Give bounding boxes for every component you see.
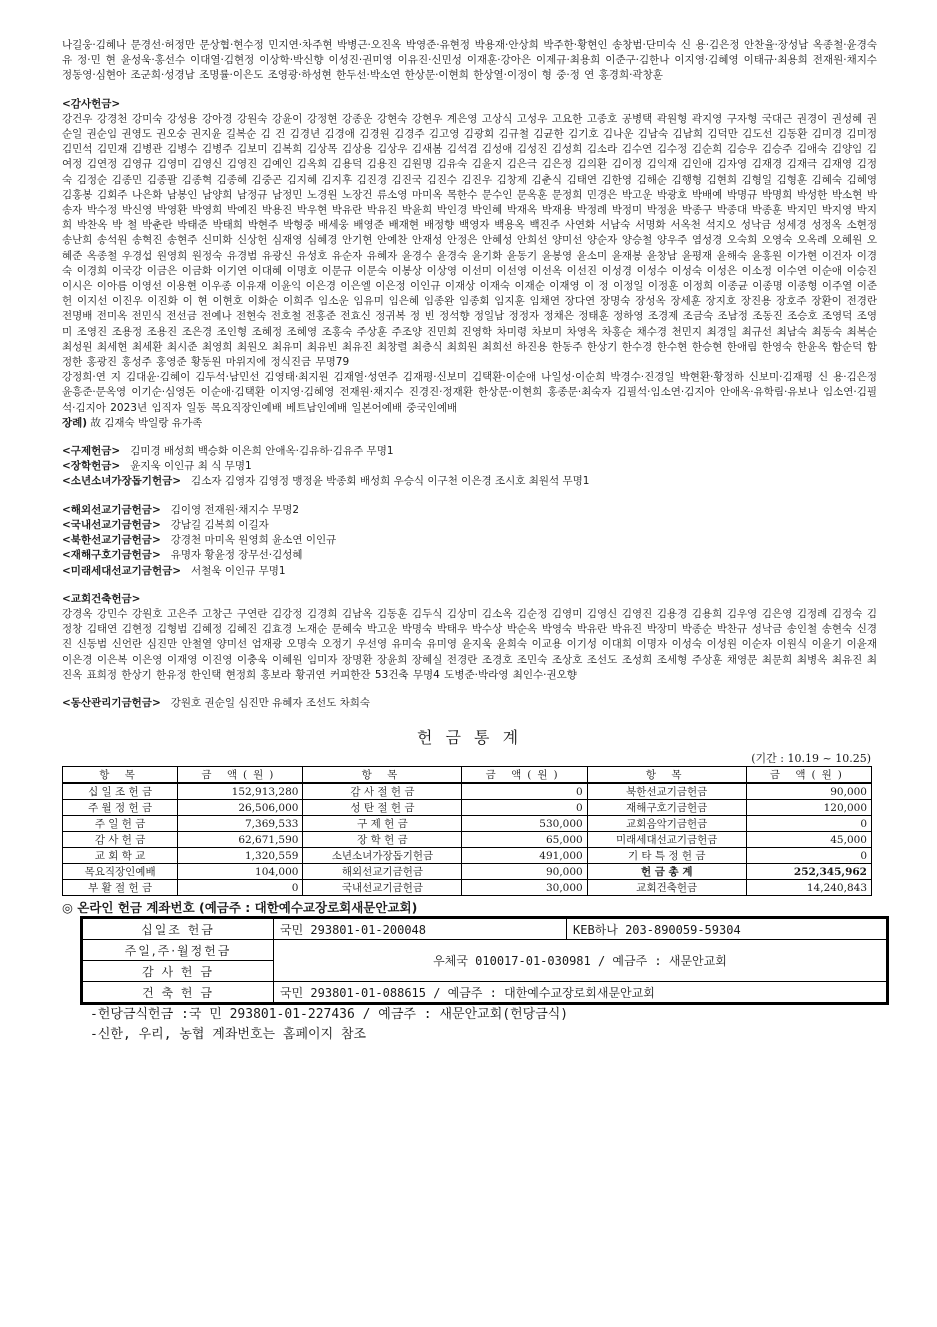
table-cell: 0 [746, 848, 871, 864]
offering-names: 김소자 김영자 김영정 맹정윤 박종회 배성희 우승식 이구천 이은경 조시호 최원석 무명1 [191, 475, 590, 488]
offering-label: <구제헌금> [62, 445, 121, 458]
table-cell: 120,000 [746, 800, 871, 816]
table-cell: 교 회 학 교 [63, 848, 178, 864]
table-cell: 1,320,559 [178, 848, 303, 864]
section-heading: <교회건축헌금> [62, 592, 141, 605]
offering-names: 김미경 배성희 백승화 이은희 안애옥·김유하·김유주 무명1 [130, 445, 394, 458]
offering-names: 강경천 마미옥 원영희 윤소연 이인규 [170, 534, 337, 547]
table-cell: 목요직장인예배 [63, 864, 178, 880]
column-header: 금 액(원) [462, 767, 587, 784]
column-header: 항 목 [63, 767, 178, 784]
offering-label: <소년소녀가장돕기헌금> [62, 475, 182, 488]
misc-offering-group-b [62, 503, 877, 579]
table-cell: 교회음악기금헌금 [587, 816, 746, 832]
table-cell: 국내선교기금헌금 [303, 880, 462, 896]
table-cell: 530,000 [462, 816, 587, 832]
table-cell: 재해구호기금헌금 [587, 800, 746, 816]
account-category: 감 사 헌 금 [83, 961, 274, 982]
table-cell: 0 [746, 816, 871, 832]
building-name-list: 강경옥 강민수 강원호 고은주 고창근 구연란 김강정 김경희 김남옥 김동훈 김두식 김상미 김소옥 김순정 김영미 김영신 김영진 김용경 김용희 김우영 김은영 김정례 김정숙 김정창 김태연 김현정 김형범 김혜정 김혜진 김효경 노재순 문혜숙 박고운 박명숙 박태우 박수상 박순옥 박영숙 박유란 박유진 박장미 박종순 박찬규 성낙금 송인철 송현숙 신경진 신동범 신언란 심진만 안철열 양미선 엄재광 오명숙 오정기 우선영 유미숙 유미영 윤지욱 윤희숙 이교용 이기성 이대희 이명자 이성숙 이성원 이순자 이원식 이윤기 이윤재 이은경 이은복 이은영 이재영 이진영 이충욱 이혜원 임미자 장명환 장윤희 장혜실 전경란 조경호 조민숙 조상호 조선도 조성희 조세형 주상훈 채영문 최문희 최병옥 최유진 최진옥 표희정 한상기 한유정 한인택 현정희 홍보라 황귀연 커피한잔 53건축 무명4 도병준·박라영 최인수·권오향 [62, 607, 877, 681]
thanksgiving-name-list: 강건우 강경천 강미숙 강성용 강아경 강원숙 강윤이 강정현 강종운 강현숙 강현우 계은영 고상식 고성우 고요한 고종호 공병택 곽원형 곽지영 구자형 국대근 권경이 권성혜 권순일 권순임 권영도 권오숭 권지윤 길복순 김 건 김경년 김경애 김경원 김경주 김고영 김광회 김규철 김균한 김기호 김나운 김남숙 김남희 김덕만 김도선 김동환 김미경 김미정 김민석 김민재 김병관 김병수 김병주 김보미 김복희 김상목 김상용 김상우 김새봄 김석겸 김성애 김성진 김성희 김소라 김수연 김수정 김순희 김승우 김승주 김애숙 김양임 김여정 김연정 김영규 김영미 김영신 김영진 김예인 김옥희 김용덕 김용진 김원명 김유숙 김윤지 김은극 김은정 김의환 김이정 김익재 김인애 김자영 김재경 김재극 김재영 김정숙 김정순 김종민 김종팔 김종혁 김종혜 김중곤 김지혜 김지후 김진경 김진국 김진수 김진우 김창제 김춘식 김태연 김한영 김해순 김행형 김현희 김형일 김형훈 김혜숙 김혜영 김홍봉 김회주 나은화 남봉인 남양희 남정규 남정민 노경원 노장건 류소영 마미옥 목한수 문수인 문옥훈 문정희 민경은 박고운 박광호 박배예 박명규 박명희 박성한 박소현 박송자 박수정 박신영 박영환 박영희 박예진 박용진 박우현 박유란 박유진 박윤희 박인경 박인혜 박재옥 박재용 박정례 박정미 박정윤 박종구 박종대 박종훈 박지민 박지영 박지희 박찬옥 박 철 박춘란 박태준 박태희 박현주 박형중 배세웅 배영준 배재현 배정향 백영자 백용옥 백진주 사연화 서남숙 서명화 서옥천 석지오 성낙금 성세경 성정옥 소현정 송난희 송석원 송혁진 송현주 신미화 신상헌 심재영 심혜경 안기현 안예찬 안재성 안정은 안혜성 안희선 양미선 양순자 양승철 양우주 염성경 오숙희 오영숙 오옥례 오혜원 오혜준 옥종철 우경섭 원영희 원정숙 유경범 유광신 유성호 유순자 유혜자 윤경수 윤경숙 윤기화 윤동기 윤봉영 윤소미 윤재봉 윤창남 윤평재 윤해숙 윤홍원 이가현 이건자 이경숙 이경희 이국강 이금은 이금화 이기연 이대혜 이명호 이문규 이문숙 이봉상 이상영 이선미 이선영 이선옥 이선진 이성경 이성수 이성숙 이성은 이소정 이수연 이순애 이승진 이시은 이아름 이영선 이용현 이우종 이유재 이윤익 이은경 이은엘 이은정 이인규 이재상 이재숙 이재순 이재영 이 정 이정일 이정훈 이정희 이종균 이종명 이종형 이주열 이준헌 이지선 이진우 이진화 이 현 이현호 이화순 이희주 임소운 임유미 임은혜 임종완 임종회 임지훈 임채연 장다연 장명숙 장성옥 장세훈 장지호 장진용 장호주 장환이 전경란 전명배 전미옥 전민식 전선금 전예나 전현숙 전호철 전홍준 전효신 정귀복 정 빈 정석향 정일남 정정자 정채은 정태훈 정하영 조경제 조금숙 조남정 조동진 조승호 조영덕 조영미 조영진 조용정 조용진 조은경 조인형 조혜정 조혜영 조홍숙 주상훈 주조양 진민희 진영학 차미령 차보미 차영옥 차홍순 채수경 천민지 최경일 최규선 최남숙 최동숙 최복순 최성원 최세현 최세환 최시준 최영희 최원오 최유미 최유빈 최유진 최창렬 최층식 최희원 최희선 하진용 한동주 한상기 한수경 한수현 한승현 한애림 한영숙 한윤옥 함순덕 함정한 홍광진 홍성주 홍영준 황동원 마위지에 정식진금 무명79 [62, 112, 877, 369]
table-cell: 104,000 [178, 864, 303, 880]
thanksgiving-offering-section [62, 97, 877, 431]
account-number: 국민 293801-01-088615 / 예금주 : 대한예수교장로회새문안교회 [274, 982, 887, 1003]
account-category: 건 축 헌 금 [83, 982, 274, 1003]
offering-names: 윤지욱 이인규 최 식 무명1 [130, 460, 252, 473]
column-header: 항 목 [587, 767, 746, 784]
table-cell: 14,240,843 [746, 880, 871, 896]
offering-label: <북한선교기금헌금> [62, 534, 161, 547]
table-cell: 해외선교기금헌금 [303, 864, 462, 880]
table-cell: 0 [462, 800, 587, 816]
table-cell: 구 제 헌 금 [303, 816, 462, 832]
table-row [63, 848, 872, 864]
offering-label: <미래세대선교기금헌금> [62, 564, 182, 577]
offering-row [62, 459, 877, 474]
account-category: 십일조 헌금 [83, 919, 274, 940]
column-header: 금 액(원) [746, 767, 871, 784]
table-cell: 교회건축헌금 [587, 880, 746, 896]
intro-name-list: 나길웅·김혜나 문경선·허정만 문상협·현수정 민지연·차주현 박병근·오진옥 박영준·유현정 박용재·안상희 박주한·황현인 송창범·단미숙 신 용·김은정 안찬율·장성남 옥종철·윤경숙 유 정·민 현 윤성욱·홍선수 이대열·김현정 이상학·박신향 이성진·권미영 이유진·신민성 이재훈·강아은 이제규·최용희 이준구·김한나 이지영·김혜영 이태규·최용희 전재원·채지수 정동영·심현아 조군희·성경남 조명률·이은도 조영광·하성현 한두선·박소연 한상문·이현희 한상열·이정이 형 중·정 연 홍경희·곽창훈 [62, 39, 877, 82]
misc-offering-group-a [62, 444, 877, 490]
statistics-period: (기간 : 10.19 ~ 10.25) [751, 752, 871, 766]
note-line: -헌당금식헌금 :국 민 293801-01-227436 / 예금주 : 새문안교회(헌당금식) [90, 1007, 569, 1023]
table-cell: 90,000 [746, 783, 871, 800]
table-cell: 65,000 [462, 832, 587, 848]
funeral-label: 장례) [62, 416, 88, 429]
account-number: KEB하나 203-890059-59304 [567, 919, 887, 940]
account-number: 우체국 010017-01-030981 / 예금주 : 새문안교회 [274, 940, 887, 982]
table-cell: 주 월 정 헌 금 [63, 800, 178, 816]
table-header-row [63, 767, 872, 784]
online-offering-heading: ◎ 온라인 헌금 계좌번호 (예금주 : 대한예수교장로회새문안교회) [62, 900, 418, 916]
table-cell: 미래세대선교기금헌금 [587, 832, 746, 848]
offering-row [62, 564, 877, 579]
account-number: 국민 293801-01-200048 [274, 919, 567, 940]
offering-row [62, 548, 877, 563]
table-row [63, 864, 872, 880]
table-cell: 0 [178, 880, 303, 896]
offering-label: <해외선교기금헌금> [62, 503, 161, 516]
table-row [63, 816, 872, 832]
statistics-title: 헌 금 통 계 [416, 728, 523, 748]
offering-label: <국내선교기금헌금> [62, 518, 161, 531]
offering-report [62, 38, 877, 1045]
table-cell: 26,506,000 [178, 800, 303, 816]
table-row [83, 919, 887, 940]
offering-row [62, 503, 877, 518]
thanksgiving-pair-list: 강정희·연 지 김대윤·김혜이 김두석·남민선 김영태·최지원 김재열·성연주 김재평·신보미 김택환·이순애 나일성·이순희 박경수·진경일 박현환·황정하 신보미·김재평 신 용·김은정 윤흥준·문옥영 이기순·심영돈 이순애·김택환 이지영·김혜영 전재원·채지수 진경진·정재환 한상문·이현희 홍종문·최숙자 김필석·임소연·김지아 안애옥·유학림·유보나 임소연·김필석·김지아 2023년 임직자 일동 목요직장인예배 베트남인예배 일본어예배 중국인예배 [62, 371, 877, 414]
table-cell: 30,000 [462, 880, 587, 896]
table-row [63, 880, 872, 896]
table-cell: 소년소녀가장돕기헌금 [303, 848, 462, 864]
table-cell: 62,671,590 [178, 832, 303, 848]
offering-label: <장학헌금> [62, 460, 121, 473]
table-cell: 북한선교기금헌금 [587, 783, 746, 800]
offering-row [62, 474, 877, 489]
offering-row [62, 518, 877, 533]
offering-names: 유명자 황윤정 장무선·김성혜 [170, 549, 303, 562]
table-cell: 152,913,280 [178, 783, 303, 800]
table-cell: 0 [462, 783, 587, 800]
total-amount: 252,345,962 [746, 864, 871, 880]
table-cell: 7,369,533 [178, 816, 303, 832]
table-cell: 장 학 헌 금 [303, 832, 462, 848]
column-header: 항 목 [303, 767, 462, 784]
building-offering-section [62, 592, 877, 683]
account-category: 주일,주·월정헌금 [83, 940, 274, 961]
offering-row [62, 444, 877, 459]
table-cell: 감 사 절 헌 금 [303, 783, 462, 800]
table-cell: 491,000 [462, 848, 587, 864]
total-label: 헌 금 총 계 [587, 864, 746, 880]
table-cell: 45,000 [746, 832, 871, 848]
table-cell: 주 일 헌 금 [63, 816, 178, 832]
offering-names: 김이영 전재원·채지수 무명2 [170, 503, 300, 516]
offering-names: 강남길 김복희 이길자 [170, 518, 269, 531]
table-cell: 십 일 조 헌 금 [63, 783, 178, 800]
section-heading: <감사헌금> [62, 97, 121, 110]
offering-label: <동산관리기금헌금> [62, 696, 161, 709]
note-line: -신한, 우리, 농협 계좌번호는 홈페이지 참조 [90, 1027, 367, 1043]
offering-label: <재해구호기금헌금> [62, 549, 161, 562]
offering-names: 서철욱 이인규 무명1 [191, 564, 286, 577]
funeral-names: 故 김재숙 박일랑 유가족 [90, 416, 203, 429]
offering-row [62, 533, 877, 548]
table-cell: 기 타 특 정 헌 금 [587, 848, 746, 864]
offering-statistics-table [62, 766, 872, 896]
land-fund-row [62, 696, 877, 711]
account-table-frame [80, 916, 889, 1005]
table-cell: 부 활 절 헌 금 [63, 880, 178, 896]
table-cell: 감 사 헌 금 [63, 832, 178, 848]
table-row [83, 982, 887, 1003]
table-cell: 90,000 [462, 864, 587, 880]
funeral-line [62, 416, 877, 431]
table-row [63, 832, 872, 848]
table-row [83, 940, 887, 961]
table-row [63, 783, 872, 800]
account-table [82, 918, 887, 1003]
table-row [63, 800, 872, 816]
offering-names: 강원호 권순일 심진만 유혜자 조선도 차희숙 [170, 696, 371, 709]
table-cell: 성 탄 절 헌 금 [303, 800, 462, 816]
column-header: 금 액(원) [178, 767, 303, 784]
